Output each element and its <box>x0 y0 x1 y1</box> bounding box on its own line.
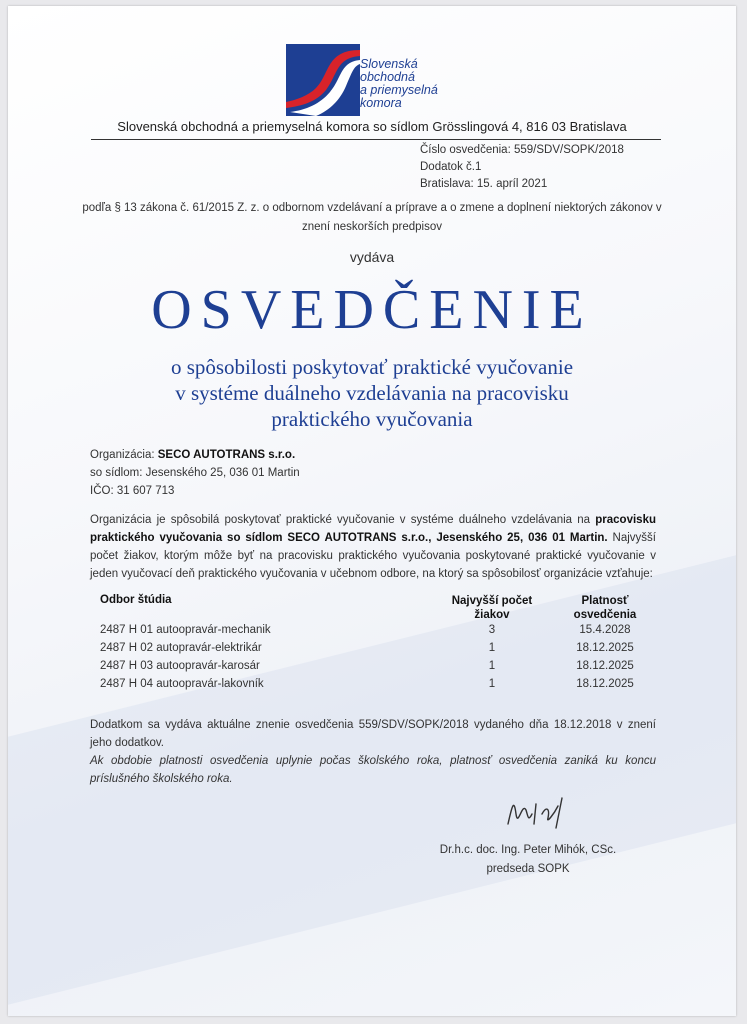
sopk-logo <box>286 44 456 118</box>
subtitle-line-1: o spôsobilosti poskytovať praktické vyučovanie <box>170 355 574 379</box>
logo-emblem-icon <box>286 44 360 116</box>
table-row <box>100 678 652 696</box>
signer-name: Dr.h.c. doc. Ing. Peter Mihók, CSc. <box>439 844 617 856</box>
logo-line-1: Slovenská <box>360 57 418 71</box>
subtitle-line-2: v systéme duálneho vzdelávania na pracovisku <box>175 381 569 405</box>
header-max-students-line-2: žiakov <box>474 609 510 621</box>
organization-name: SECO AUTOTRANS s.r.o. <box>157 449 296 461</box>
row-field: 2487 H 01 autoopravár-mechanik <box>100 624 271 636</box>
row-students: 3 <box>488 624 496 636</box>
issues-label: vydáva <box>349 249 395 265</box>
document-subtitle <box>8 354 736 432</box>
row-validity: 18.12.2025 <box>576 678 634 690</box>
header-validity <box>550 594 660 622</box>
row-validity: 15.4.2028 <box>579 624 631 636</box>
paragraph-part-2: Najvyšší počet žiakov, ktorým môže byť na pracovisku praktického vyučovania poskytované praktické vyučovanie v jeden vyučovací deň praktického vyučovania v učebnom odbore, na ktorý sa spôsobilosť organizácie vzťahuje: <box>90 532 656 580</box>
row-students: 1 <box>488 660 496 672</box>
study-fields-table <box>100 594 652 696</box>
header-max-students <box>432 594 552 622</box>
document-title: OSVEDČENIE <box>151 279 593 341</box>
capability-paragraph <box>90 511 656 583</box>
issuer-organization: Slovenská obchodná a priemyselná komora so sídlom Grösslingová 4, 816 03 Bratislava <box>117 119 627 134</box>
row-students: 1 <box>488 678 496 690</box>
signer-role: predseda SOPK <box>486 863 570 875</box>
paragraph-bold: pracovisku praktického vyučovania so sídlom SECO AUTOTRANS s.r.o., Jesenského 25, 036 01 Martin. <box>90 514 656 544</box>
row-validity: 18.12.2025 <box>576 642 634 654</box>
organization-label: Organizácia: <box>90 449 155 461</box>
row-field: 2487 H 03 autoopravár-karosár <box>100 660 260 672</box>
law-reference: podľa § 13 zákona č. 61/2015 Z. z. o odbornom vzdelávaní a príprave a o zmene a doplnení niektorých zákonov v znení neskorších predpisov <box>82 202 662 233</box>
validity-note: Ak obdobie platnosti osvedčenia uplynie počas školského roka, platnosť osvedčenia zaniká ku koncu príslušného školského roka. <box>90 755 656 785</box>
header-validity-line-2: osvedčenia <box>573 609 637 621</box>
organization-block <box>90 446 300 500</box>
certificate-meta <box>420 142 624 193</box>
row-validity: 18.12.2025 <box>576 660 634 672</box>
row-field: 2487 H 02 autopravár-elektrikár <box>100 642 262 654</box>
logo-line-4: komora <box>360 96 402 110</box>
addendum-text: Dodatkom sa vydáva aktuálne znenie osvedčenia 559/SDV/SOPK/2018 vydaného dňa 18.12.2018 v znení jeho dodatkov. <box>90 719 656 749</box>
header-field: Odbor štúdia <box>100 594 172 606</box>
logo-text <box>360 58 438 110</box>
handwritten-signature <box>498 784 578 844</box>
organization-ico: IČO: 31 607 713 <box>90 485 175 497</box>
subtitle-line-3: praktického vyučovania <box>271 407 473 431</box>
addendum-number: Dodatok č.1 <box>420 161 482 173</box>
header-max-students-line-1: Najvyšší počet <box>451 595 533 607</box>
logo-line-2: obchodná <box>360 70 415 84</box>
certificate-page <box>8 6 736 1016</box>
table-row <box>100 642 652 660</box>
header-divider <box>91 139 661 140</box>
place-date: Bratislava: 15. apríl 2021 <box>420 178 548 190</box>
row-field: 2487 H 04 autoopravár-lakovník <box>100 678 264 690</box>
signer-block <box>428 841 628 879</box>
logo-line-3: a priemyselná <box>360 83 438 97</box>
paragraph-part-1: Organizácia je spôsobilá poskytovať praktické vyučovanie v systéme duálneho vzdelávania na <box>90 514 596 526</box>
certificate-number: Číslo osvedčenia: 559/SDV/SOPK/2018 <box>420 144 624 156</box>
organization-seat: so sídlom: Jesenského 25, 036 01 Martin <box>90 467 300 479</box>
table-header <box>100 594 652 624</box>
table-row <box>100 660 652 678</box>
table-row <box>100 624 652 642</box>
header-validity-line-1: Platnosť <box>581 595 629 607</box>
row-students: 1 <box>488 642 496 654</box>
